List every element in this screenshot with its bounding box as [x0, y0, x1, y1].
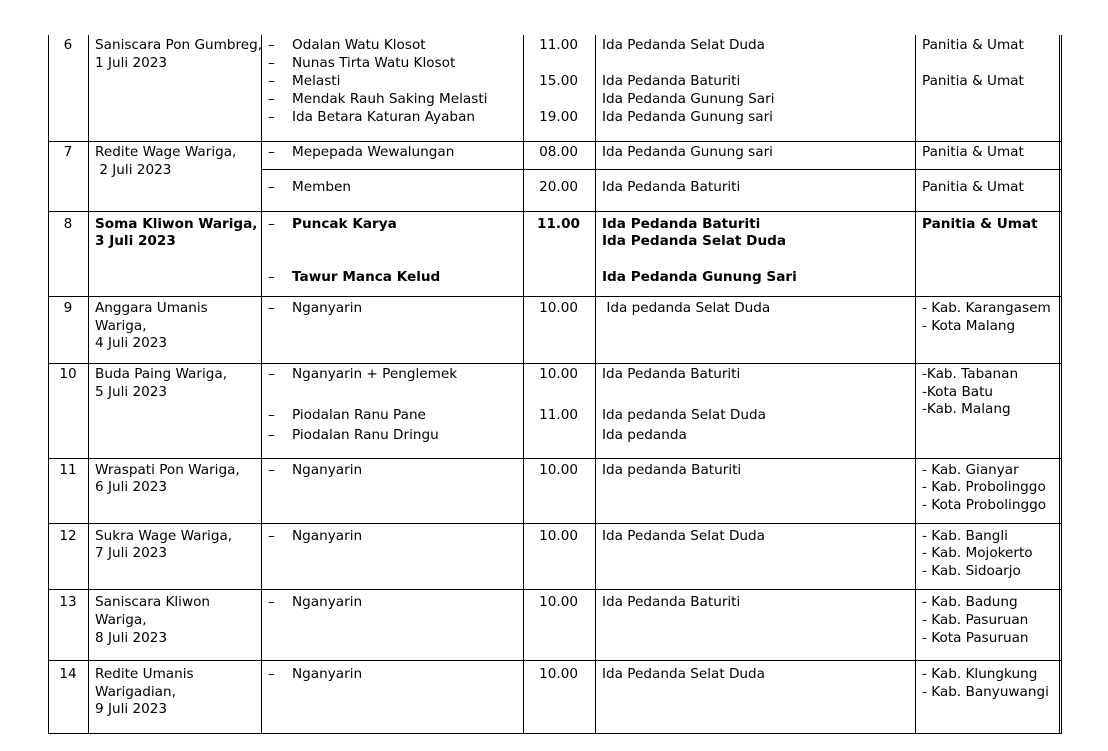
responsible-party: -Kab. Tabanan	[922, 366, 1019, 382]
event-dash: –	[268, 528, 275, 544]
responsible-party: Panitia & Umat	[922, 216, 1038, 232]
table-right-border	[1059, 35, 1060, 734]
row-11-bottom-rule	[48, 523, 1061, 524]
row-7-mid-rule	[262, 169, 1061, 170]
schedule-table	[48, 35, 1061, 735]
responsible-party: - Kota Probolinggo	[922, 497, 1047, 513]
row-number: 8	[63, 216, 73, 232]
event-dash: –	[268, 73, 275, 89]
row-10-bottom-rule	[48, 458, 1061, 459]
table-right-border-outer	[1061, 35, 1062, 734]
event-dash: –	[268, 594, 275, 610]
col-priest-divider	[915, 35, 916, 734]
event-item: Nganyarin	[292, 528, 363, 544]
row-date-line: Anggara Umanis	[95, 300, 208, 316]
event-time: 10.00	[539, 366, 578, 382]
responsible-party: Panitia & Umat	[922, 73, 1024, 89]
table-bottom-rule	[48, 733, 1061, 734]
event-time: 10.00	[539, 462, 578, 478]
row-number: 14	[59, 666, 77, 682]
priest-name: Ida pedanda Baturiti	[602, 462, 742, 478]
event-dash: –	[268, 109, 275, 125]
priest-name: Ida Pedanda Baturiti	[602, 179, 741, 195]
event-item: Piodalan Ranu Pane	[292, 407, 426, 423]
responsible-party: -Kab. Malang	[922, 401, 1011, 417]
responsible-party: - Kab. Gianyar	[922, 462, 1019, 478]
event-item: Nganyarin	[292, 594, 363, 610]
row-date-line: 4 Juli 2023	[95, 335, 168, 351]
priest-name: Ida pedanda Selat Duda	[602, 300, 771, 316]
responsible-party: - Kab. Karangasem	[922, 300, 1051, 316]
row-number: 11	[59, 462, 77, 478]
row-7-bottom-rule	[48, 211, 1061, 212]
event-dash: –	[268, 462, 275, 478]
event-time: 10.00	[539, 594, 578, 610]
event-item: Mendak Rauh Saking Melasti	[292, 91, 488, 107]
responsible-party: - Kab. Banyuwangi	[922, 684, 1049, 700]
col-event-divider	[523, 35, 524, 734]
priest-name: Ida pedanda Selat Duda	[602, 407, 766, 423]
event-time: 20.00	[539, 179, 578, 195]
event-dash: –	[268, 37, 275, 53]
row-date-line: Saniscara Kliwon	[95, 594, 210, 610]
row-date-line: 2 Juli 2023	[95, 162, 172, 178]
event-time: 15.00	[539, 73, 578, 89]
row-date-line: Soma Kliwon Wariga,	[95, 216, 258, 232]
event-dash: –	[268, 300, 275, 316]
row-date-line: Wraspati Pon Wariga,	[95, 462, 240, 478]
row-date-line: 3 Juli 2023	[95, 233, 176, 249]
event-item: Ida Betara Katuran Ayaban	[292, 109, 476, 125]
priest-name: Ida Pedanda Gunung sari	[602, 109, 773, 125]
row-date-line: 5 Juli 2023	[95, 384, 168, 400]
col-no-divider	[88, 35, 89, 734]
priest-name: Ida Pedanda Selat Duda	[602, 528, 766, 544]
row-number: 10	[59, 366, 77, 382]
event-dash: –	[268, 179, 275, 195]
row-date-line: Wariga,	[95, 318, 147, 334]
priest-name: Ida Pedanda Selat Duda	[602, 233, 787, 249]
row-date-line: Warigadian,	[95, 684, 176, 700]
responsible-party: Panitia & Umat	[922, 37, 1024, 53]
row-date-line: Redite Umanis	[95, 666, 194, 682]
event-dash: –	[268, 55, 275, 71]
row-6-bottom-rule	[48, 141, 1061, 142]
row-9-bottom-rule	[48, 363, 1061, 364]
priest-name: Ida Pedanda Gunung sari	[602, 144, 773, 160]
responsible-party: Panitia & Umat	[922, 144, 1024, 160]
event-item: Memben	[292, 179, 351, 195]
row-number: 7	[63, 144, 73, 160]
row-date-line: Sukra Wage Wariga,	[95, 528, 233, 544]
row-number: 13	[59, 594, 77, 610]
row-number: 9	[63, 300, 73, 316]
event-time: 10.00	[539, 300, 578, 316]
priest-name: Ida Pedanda Baturiti	[602, 594, 741, 610]
priest-name: Ida Pedanda Baturiti	[602, 366, 741, 382]
event-item: Tawur Manca Kelud	[292, 269, 441, 285]
responsible-party: - Kota Pasuruan	[922, 630, 1029, 646]
event-item: Mepepada Wewalungan	[292, 144, 455, 160]
event-time: 11.00	[539, 407, 578, 423]
responsible-party: - Kab. Badung	[922, 594, 1018, 610]
priest-name: Ida Pedanda Baturiti	[602, 216, 761, 232]
event-item: Odalan Watu Klosot	[292, 37, 426, 53]
event-time: 10.00	[539, 528, 578, 544]
row-date-line: 8 Juli 2023	[95, 630, 168, 646]
row-date-line: 9 Juli 2023	[95, 701, 168, 717]
event-time: 11.00	[539, 37, 578, 53]
row-date-line: 1 Juli 2023	[95, 55, 168, 71]
event-time: 19.00	[539, 109, 578, 125]
priest-name: Ida Pedanda Selat Duda	[602, 666, 766, 682]
row-date-line: Wariga,	[95, 612, 147, 628]
responsible-party: - Kota Malang	[922, 318, 1016, 334]
priest-name: Ida Pedanda Gunung Sari	[602, 91, 775, 107]
event-dash: –	[268, 144, 275, 160]
priest-name: Ida pedanda	[602, 427, 687, 443]
responsible-party: - Kab. Probolinggo	[922, 479, 1046, 495]
col-time-divider	[595, 35, 596, 734]
row-13-bottom-rule	[48, 660, 1061, 661]
row-8-bottom-rule	[48, 296, 1061, 297]
col-date-divider	[261, 35, 262, 734]
event-dash: –	[268, 91, 275, 107]
responsible-party: - Kab. Bangli	[922, 528, 1008, 544]
event-dash: –	[268, 366, 275, 382]
event-dash: –	[268, 666, 275, 682]
event-dash: –	[268, 269, 275, 285]
event-dash: –	[268, 216, 275, 232]
event-time: 10.00	[539, 666, 578, 682]
responsible-party: -Kota Batu	[922, 384, 994, 400]
priest-name: Ida Pedanda Baturiti	[602, 73, 741, 89]
row-12-bottom-rule	[48, 589, 1061, 590]
event-item: Nganyarin	[292, 300, 363, 316]
event-item: Nganyarin	[292, 462, 363, 478]
responsible-party: - Kab. Pasuruan	[922, 612, 1029, 628]
event-dash: –	[268, 407, 275, 423]
row-date-line: Redite Wage Wariga,	[95, 144, 237, 160]
responsible-party: Panitia & Umat	[922, 179, 1024, 195]
event-item: Nganyarin + Penglemek	[292, 366, 458, 382]
row-number: 6	[63, 37, 73, 53]
row-date-line: 7 Juli 2023	[95, 545, 168, 561]
event-item: Melasti	[292, 73, 341, 89]
row-number: 12	[59, 528, 77, 544]
row-date-line: Buda Paing Wariga,	[95, 366, 228, 382]
event-item: Puncak Karya	[292, 216, 397, 232]
event-time: 08.00	[539, 144, 578, 160]
row-date-line: 6 Juli 2023	[95, 479, 168, 495]
row-date-line: Saniscara Pon Gumbreg,	[95, 37, 263, 53]
priest-name: Ida Pedanda Selat Duda	[602, 37, 766, 53]
event-item: Nganyarin	[292, 666, 363, 682]
event-dash: –	[268, 427, 275, 443]
event-time: 11.00	[537, 216, 580, 232]
responsible-party: - Kab. Sidoarjo	[922, 563, 1021, 579]
event-item: Nunas Tirta Watu Klosot	[292, 55, 456, 71]
priest-name: Ida Pedanda Gunung Sari	[602, 269, 797, 285]
table-left-border	[48, 35, 49, 734]
responsible-party: - Kab. Klungkung	[922, 666, 1038, 682]
responsible-party: - Kab. Mojokerto	[922, 545, 1033, 561]
event-item: Piodalan Ranu Dringu	[292, 427, 439, 443]
